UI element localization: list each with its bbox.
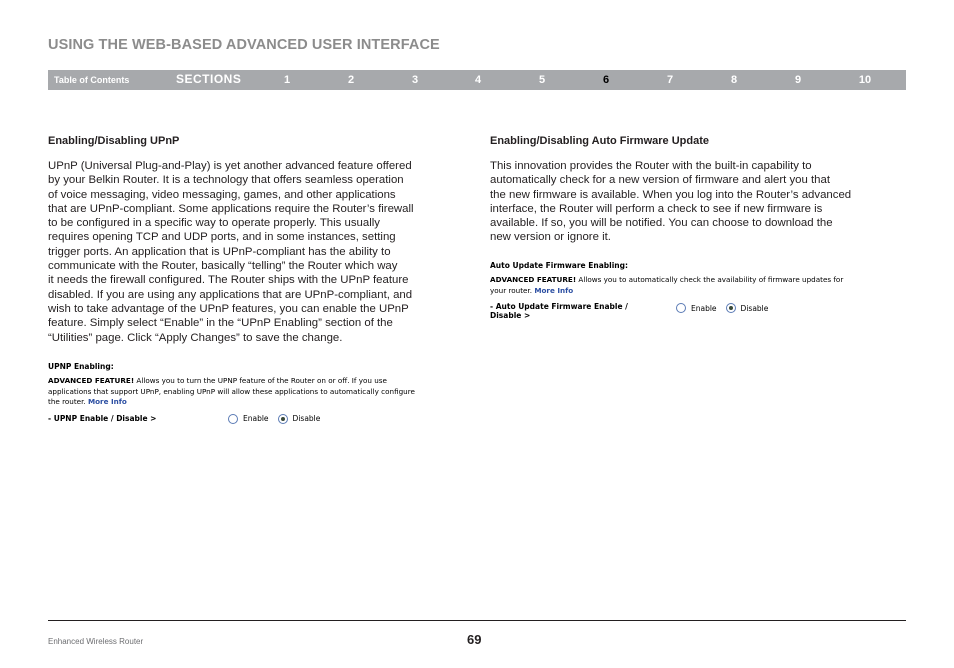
auto-firmware-radio-group [676, 303, 777, 313]
upnp-more-info-link[interactable]: More Info [87, 397, 127, 406]
auto-firmware-disable-radio[interactable] [726, 303, 736, 313]
section-link-5[interactable]: 5 [538, 74, 546, 86]
auto-firmware-enable-radio[interactable] [676, 303, 686, 313]
section-link-7[interactable]: 7 [666, 74, 674, 86]
section-link-2[interactable]: 2 [347, 74, 355, 86]
section-link-10[interactable]: 10 [858, 74, 872, 86]
table-of-contents-link[interactable]: Table of Contents [54, 75, 130, 85]
section-link-6-current[interactable]: 6 [602, 74, 610, 86]
section-link-9[interactable]: 9 [794, 74, 802, 86]
auto-firmware-body-text: This innovation provides the Router with the built-in capability to automatically check for a new version of firmware and alert you that the new firmware is available. When you log into the Router’s advanced interface, the Router will perform a check to see if new firmware is available. If so, you will be notified. You can choose to download the new version or ignore it. [490, 160, 852, 244]
auto-firmware-heading: Enabling/Disabling Auto Firmware Update [490, 135, 710, 147]
auto-firmware-enable-label: Enable [691, 303, 717, 313]
auto-firmware-toggle-row [490, 302, 906, 320]
upnp-screenshot-title: UPNP Enabling: [48, 362, 114, 371]
section-link-8[interactable]: 8 [730, 74, 738, 86]
auto-firmware-screenshot-description: ADVANCED FEATURE! Allows you to automatically check the availability of firmware updates for your router. More Info [490, 275, 844, 295]
auto-firmware-section [490, 135, 910, 245]
upnp-section [48, 135, 468, 345]
auto-firmware-disable-label: Disable [740, 303, 769, 313]
auto-firmware-screenshot [490, 261, 906, 320]
upnp-radio-group [228, 414, 329, 424]
sections-label: SECTIONS [176, 72, 242, 86]
section-link-4[interactable]: 4 [474, 74, 482, 86]
upnp-toggle-row [48, 414, 468, 424]
upnp-disable-label: Disable [292, 414, 321, 423]
page-number: 69 [467, 632, 482, 647]
upnp-heading: Enabling/Disabling UPnP [48, 135, 180, 147]
auto-firmware-screenshot-title: Auto Update Firmware Enabling: [490, 261, 628, 270]
upnp-toggle-label: - UPNP Enable / Disable > [48, 413, 157, 423]
section-link-3[interactable]: 3 [411, 74, 419, 86]
upnp-screenshot-description: ADVANCED FEATURE! Allows you to turn the UPNP feature of the Router on or off. If you use applications that support UPnP, enabling UPnP will allow these applications to automatically configure the router. More Info [48, 376, 415, 406]
upnp-disable-radio[interactable] [278, 414, 288, 424]
upnp-body-text: UPnP (Universal Plug-and-Play) is yet another advanced feature offered by your Belkin Router. It is a technology that offers seamless operation of voice messaging, video messaging, games, and other applications that are UPnP-compliant. Some applications require the Router’s firewall to be configured in a specific way to operate properly. This usually requires opening TCP and UDP ports, and in some instances, setting trigger ports. An application that is UPnP-compliant has the ability to communicate with the Router, basically “telling” the Router which way it needs the firewall configured. The Router ships with the UPnP feature disabled. If you are using any applications that are UPnP-compliant, and wish to take advantage of the UPnP features, you can enable the UPnP feature. Simply select “Enable” in the “UPnP Enabling” section of the “Utilities” page. Click “Apply Changes” to save the change. [48, 160, 414, 344]
auto-firmware-more-info-link[interactable]: More Info [534, 285, 574, 295]
footer-divider [48, 620, 906, 621]
upnp-screenshot [48, 362, 468, 424]
footer-product-name: Enhanced Wireless Router [48, 637, 144, 646]
upnp-enable-radio[interactable] [228, 414, 238, 424]
section-link-1[interactable]: 1 [283, 74, 291, 86]
page-header-title: USING THE WEB-BASED ADVANCED USER INTERFACE [48, 37, 440, 53]
upnp-enable-label: Enable [243, 414, 269, 423]
auto-firmware-toggle-label: - Auto Update Firmware Enable / Disable > [490, 302, 628, 320]
section-nav-bar [48, 70, 906, 90]
